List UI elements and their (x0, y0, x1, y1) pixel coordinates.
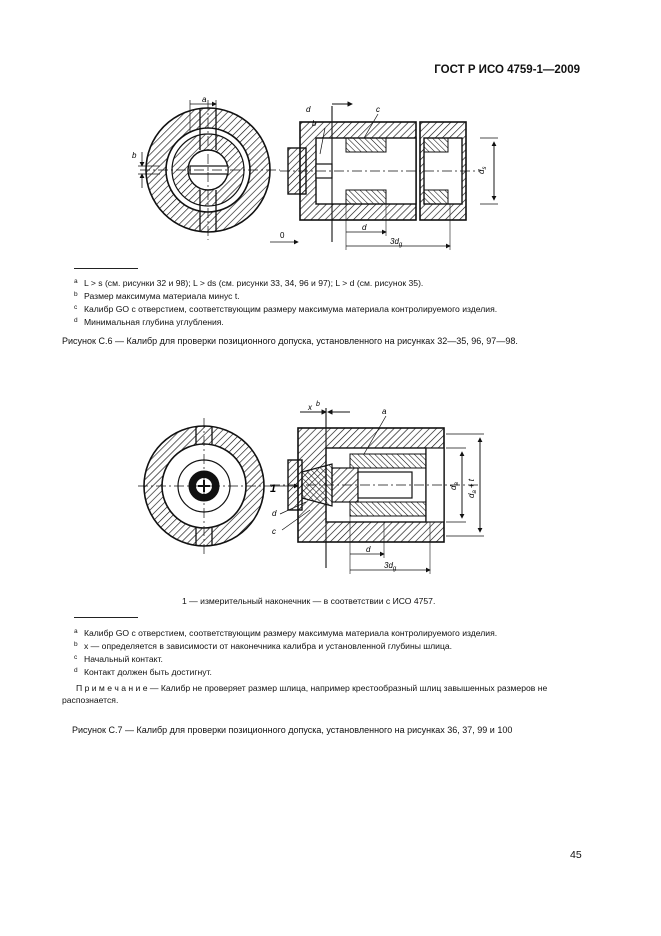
label-da-plus-t: $d_a+ t$ (467, 479, 478, 498)
gauge-section-view-2 (270, 401, 484, 574)
label-b-right: b (312, 119, 317, 128)
figure2-footnotes (74, 626, 497, 678)
page-number: 45 (570, 849, 582, 861)
figure-c6-drawing (120, 92, 520, 252)
label-1: 1 (270, 483, 277, 495)
footnote-b: b Размер максимума материала минус t. (74, 291, 240, 301)
footnote2-c: c Начальный контакт. (74, 654, 163, 664)
gauge-section-view (270, 104, 498, 250)
footnote-rule (74, 268, 138, 269)
label-b-2: b (316, 401, 320, 408)
figure2-caption: Рисунок С.7 — Калибр для проверки позиционного допуска, установленного на рисунках 36, 37, 99 и 100 (72, 725, 513, 735)
figure2-note: П р и м е ч а н и е — Калибр не проверяет размер шлица, например крестообразный шлиц завышенных размеров не распознается. (62, 683, 548, 705)
gauge-front-view-2 (138, 418, 272, 554)
footnote2-b: b x — определяется в зависимости от наконечника калибра и установленной глубины шлица. (74, 641, 453, 651)
label-3dg-2: $3d_g$ (384, 561, 397, 572)
label-da: $d_a$ (449, 482, 460, 490)
label-d-2: d (272, 509, 277, 518)
gauge-front-view (132, 95, 280, 240)
footnote2-d: d Контакт должен быть достигнут. (74, 667, 212, 677)
label-c-2: c (272, 527, 276, 536)
label-ds: $d_s$ (477, 166, 488, 174)
label-a-2: a (382, 407, 387, 416)
footnote-a: a L > s (см. рисунки 32 и 98); L > ds (см. рисунки 33, 34, 96 и 97); L > d (см. рисунок 35). (74, 278, 424, 288)
footnote-rule-2 (74, 617, 138, 618)
footnote-c: c Калибр GO с отверстием, соответствующим размеру максимума материала контролируемого изделия. (74, 304, 498, 314)
label-x: x (308, 403, 312, 412)
label-d: d (306, 105, 311, 114)
label-dmin-2: d (366, 545, 371, 554)
figure-c7-drawing (120, 398, 520, 578)
figure1-caption: Рисунок С.6 — Калибр для проверки позиционного допуска, установленного на рисунках 32—35, 96, 97—98. (62, 336, 518, 346)
label-a: a (202, 95, 207, 104)
document-header: ГОСТ Р ИСО 4759-1—2009 (434, 64, 580, 76)
footnote-d: d Минимальная глубина углубления. (74, 317, 224, 327)
label-c: c (376, 105, 380, 114)
label-zero: 0 (280, 231, 285, 240)
label-b: b (132, 151, 137, 160)
label-3dg: $3d_g$ (390, 237, 403, 248)
label-dmin: d (362, 223, 367, 232)
figure2-legend: 1 — измерительный наконечник — в соответствии с ИСО 4757. (182, 596, 436, 606)
footnote2-a: a Калибр GO с отверстием, соответствующим размеру максимума материала контролируемого изделия. (74, 628, 498, 638)
figure1-footnotes (74, 276, 497, 328)
